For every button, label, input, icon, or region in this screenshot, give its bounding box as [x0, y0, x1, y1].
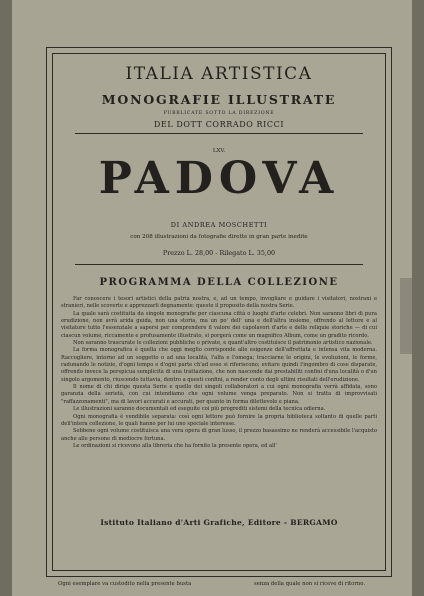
program-text	[61, 296, 377, 512]
director-name: DEL DOTT CORRADO RICCI	[153, 120, 285, 129]
divider-top	[75, 133, 363, 134]
volume-number: LXV.	[212, 148, 226, 154]
divider-middle	[75, 264, 363, 265]
series-subtitle: MONOGRAFIE ILLUSTRATE	[101, 92, 337, 107]
author-line: DI ANDREA MOSCHETTI	[170, 221, 268, 229]
paragraph: Far conoscere i tesori artistici della patria nostra, e, ad un tempo, invogliare e guidare i visitatori, nostrani e stranieri, nelle scoverte e apprezzarli degnamente: questo il proposito della nostra Serie.	[61, 296, 377, 310]
book-title: PADOVA	[98, 153, 340, 204]
slipcase-tab	[400, 278, 412, 354]
program-heading: PROGRAMMA DELLA COLLEZIONE	[99, 277, 339, 288]
price-line: Prezzo L. 28,00 - Rilegato L. 35,00	[162, 249, 276, 257]
cover-frame	[46, 47, 392, 577]
paragraph: La forma monografica è quella che oggi meglio corrisponde alle esigenze dell'affrettata e intensa vita moderna. Raccogliere, intorno ad un soggetto o ad una località, l'alfa e l'omega; tracciarne le origini, le evoluzioni, le forme, radunando le notizie, d'ogni tempo e d'ogni parte ch'ad esso si riferiscono; evitare quindi l'ingombro di cose disparate, offrendo invece la perspicua semplicità di una trattazione, che non nasconde dai prestabiliti confini d'una località o d'un singolo argomento, riuscendo tuttavia, dentro a questi confini, a render conto degli ultimi risultati dell'erudizione.	[61, 347, 377, 383]
footer-right: senza della quale non si riceve di ritorno.	[254, 581, 366, 587]
paragraph: Le illustrazioni saranno documentali ed eseguite coi più progrediti sistemi della tecnica odierna.	[73, 406, 326, 413]
paragraph: Il nome di chi dirige questa Serie e quello dei singoli collaboratori a cui ogni monografia verrà affidata, sono garanzia della serietà, con cui intendiamo che ogni volume venga preparato. Non si tratta di improvvisati "raffazzonamenti", ma di lavori accurati e accurati, per quanto in forma dilettevole e piana.	[61, 384, 377, 405]
paragraph: Sebbene ogni volume costituisca una vera opera di gran lusso, il prezzo basassimo ne renderà accessibile l'acquisto anche alle persone di mediocre fortuna.	[61, 428, 377, 442]
paragraph: La quale sarà costituita da singole monografie per ciascuna città o luoghi d'arte celebri. Non saranno libri di pura erudizione, non avrà arida guida, non una storia, ma un po' dell' una e dell'altra insieme, offrendo al lettore e al visitatore tutto l'essenziale a sapersi per comprendere il valore dei capolavori d'arte e delle reliquie storiche — di cui ciascun volume, riccamente e profusamente illustrato, si porgerà come un magnifico Album, come un gradito ricordo.	[61, 310, 377, 339]
illustrations-line: con 208 illustrazioni da fotografie dirette in gran parte inedite	[130, 234, 308, 240]
paragraph: Le ordinazioni si ricevono alla libreria che ha fornito la presente opera, ed all'	[73, 442, 277, 449]
publisher-line: Istituto Italiano d'Arti Grafiche, Editore - BERGAMO	[100, 518, 338, 527]
paragraph: Non saranno trascurate le collezioni pubbliche o private, e quant'altro costituisce il patrimonio artistico nazionale.	[73, 340, 373, 347]
direction-line: PUBBLICATE SOTTO LA DIREZIONE	[163, 111, 275, 116]
series-title: ITALIA ARTISTICA	[125, 64, 313, 84]
footer-left: Ogni esemplare va custodito nella presente busta	[58, 581, 192, 587]
paragraph: Ogni monografia è vendibile separata: così ogni lettore può fornire la propria biblioteca soltanto di quelle parti dell'intera collezione, le quali hanno per lui uno speciale interesse.	[61, 413, 377, 427]
